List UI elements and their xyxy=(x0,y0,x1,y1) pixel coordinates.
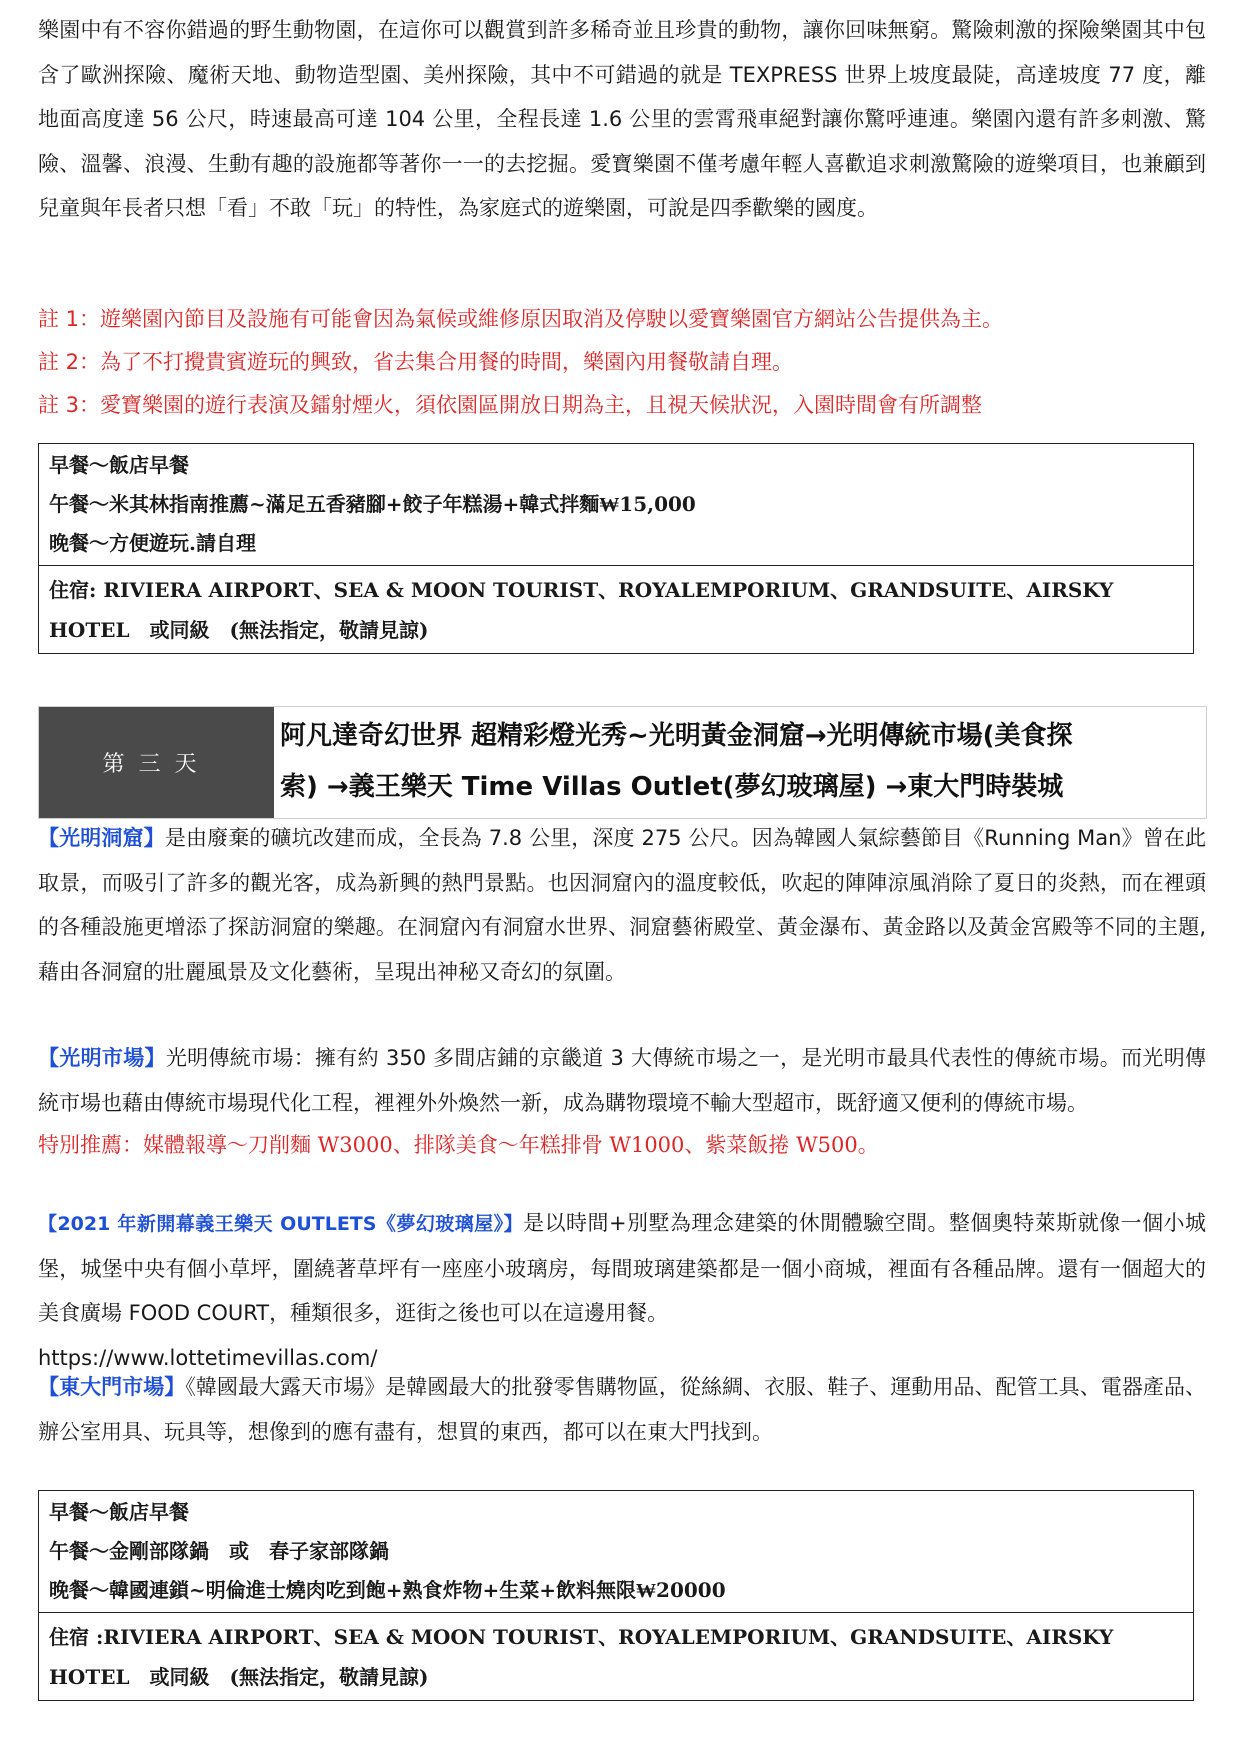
cave-section xyxy=(38,816,1206,994)
note-1: 註 1：遊樂園內節目及設施有可能會因為氣候或維修原因取消及停駛以愛寶樂園官方網站公告提供為主。 xyxy=(38,307,1004,331)
note-3: 註 3：愛寶樂園的遊行表演及鐳射煙火，須依園區開放日期為主，且視天候狀況，入園時間會有所調整 xyxy=(38,393,983,417)
dinner-row: 晚餐～方便遊玩.請自理 xyxy=(49,531,256,555)
outlet-paragraph xyxy=(38,1201,1206,1336)
breakfast-row: 早餐～飯店早餐 xyxy=(49,1500,189,1524)
market-special: 特別推薦：媒體報導～刀削麵 W3000、排隊美食～年糕排骨 W1000、紫菜飯捲 W500。 xyxy=(38,1133,879,1157)
outlet-url-link[interactable]: https://www.lottetimevillas.com/ xyxy=(38,1345,378,1370)
outlet-section xyxy=(38,1201,1206,1380)
breakfast-row: 早餐～飯店早餐 xyxy=(49,453,189,477)
day2-meal-box xyxy=(38,443,1194,654)
market-text: 光明傳統市場：擁有約 350 多間店鋪的京畿道 3 大傳統市場之一，是光明市最具代表性的傳統市場。而光明傳統市場也藉由傳統市場現代化工程，裡裡外外煥然一新，成為購物環境不輸大型超市，既舒適又便利的傳統市場。 xyxy=(38,1046,1207,1115)
notes-list xyxy=(38,298,1206,427)
hotel-row: 住宿 :RIVIERA AIRPORT、SEA & MOON TOURIST、ROYALEMPORIUM、GRANDSUITE、AIRSKY HOTEL 或同級 (無法指定，敬請見諒) xyxy=(39,1612,1193,1700)
day-title-line-2: 索) →義王樂天 Time Villas Outlet(夢幻玻璃屋) →東大門時裝城 xyxy=(280,772,1064,802)
hotel-row: 住宿: RIVIERA AIRPORT、SEA & MOON TOURIST、ROYALEMPORIUM、GRANDSUITE、AIRSKY HOTEL 或同級 (無法指定，敬請見諒) xyxy=(39,565,1193,653)
intro-paragraph: 樂園中有不容你錯過的野生動物園，在這你可以觀賞到許多稀奇並且珍貴的動物，讓你回味無窮。驚險刺激的探險樂園其中包含了歐洲探險、魔術天地、動物造型園、美州探險，其中不可錯過的就是 TEXPRESS 世界上坡度最陡，高達坡度 77 度，離地面高度達 56 公尺，時速最高可達 104 公里，全程長達 1.6 公里的雲霄飛車絕對讓你驚呼連連。樂園內還有許多刺激、驚險、溫馨、浪漫、生動有趣的設施都等著你一一的去挖掘。愛寶樂園不僅考慮年輕人喜歡追求刺激驚險的遊樂項目，也兼顧到兒童與年長者只想「看」不敢「玩」的特性，為家庭式的遊樂園，可說是四季歡樂的國度。 xyxy=(38,18,1206,220)
market-tag: 【光明市場】 xyxy=(38,1046,166,1070)
dinner-row: 晚餐～韓國連鎖~明倫進士燒肉吃到飽+熟食炸物+生菜+飲料無限₩20000 xyxy=(49,1578,726,1602)
meals-section xyxy=(39,444,1193,565)
market-paragraph xyxy=(38,1036,1206,1125)
dongdaemun-text: 《韓國最大露天市場》是韓國最大的批發零售購物區，從絲綢、衣服、鞋子、運動用品、配管工具、電器產品、辦公室用具、玩具等，想像到的應有盡有，想買的東西，都可以在東大門找到。 xyxy=(38,1375,1207,1444)
day-title-line-1: 阿凡達奇幻世界 超精彩燈光秀~光明黃金洞窟→光明傳統市場(美食探 xyxy=(280,721,1073,751)
dongdaemun-section xyxy=(38,1365,1206,1454)
outlet-text: 是以時間+別墅為理念建築的休閒體驗空間。整個奧特萊斯就像一個小城堡，城堡中央有個小草坪，圍繞著草坪有一座座小玻璃房，每間玻璃建築都是一個小商城，裡面有各種品牌。還有一個超大的美食廣場 FOOD COURT，種類很多，逛街之後也可以在這邊用餐。 xyxy=(38,1211,1206,1325)
day3-meal-box xyxy=(38,1490,1194,1701)
lunch-row: 午餐～米其林指南推薦~滿足五香豬腳+餃子年糕湯+韓式拌麵₩15,000 xyxy=(49,492,696,516)
cave-text: 是由廢棄的礦坑改建而成，全長為 7.8 公里，深度 275 公尺。因為韓國人氣綜藝節目《Running Man》曾在此取景，而吸引了許多的觀光客，成為新興的熱門景點。也因洞窟內的溫度較低，吹起的陣陣涼風消除了夏日的炎熱，而在裡頭的各種設施更增添了探訪洞窟的樂趣。在洞窟內有洞窟水世界、洞窟藝術殿堂、黃金瀑布、黃金路以及黃金宮殿等不同的主題, 藉由各洞窟的壯麗風景及文化藝術，呈現出神秘又奇幻的氛圍。 xyxy=(38,826,1207,984)
outlet-tag: 【2021 年新開幕義王樂天 OUTLETS《夢幻玻璃屋》】 xyxy=(38,1213,524,1235)
day-label: 第三天 xyxy=(39,707,274,818)
cave-tag: 【光明洞窟】 xyxy=(38,826,165,850)
meals-section xyxy=(39,1491,1193,1612)
dongdaemun-tag: 【東大門市場】 xyxy=(38,1375,186,1399)
day-title xyxy=(274,707,1206,818)
note-2: 註 2：為了不打攪貴賓遊玩的興致，省去集合用餐的時間，樂園內用餐敬請自理。 xyxy=(38,350,794,374)
lunch-row: 午餐～金剛部隊鍋 或 春子家部隊鍋 xyxy=(49,1539,389,1563)
day3-header xyxy=(38,706,1207,819)
market-section xyxy=(38,1036,1206,1165)
